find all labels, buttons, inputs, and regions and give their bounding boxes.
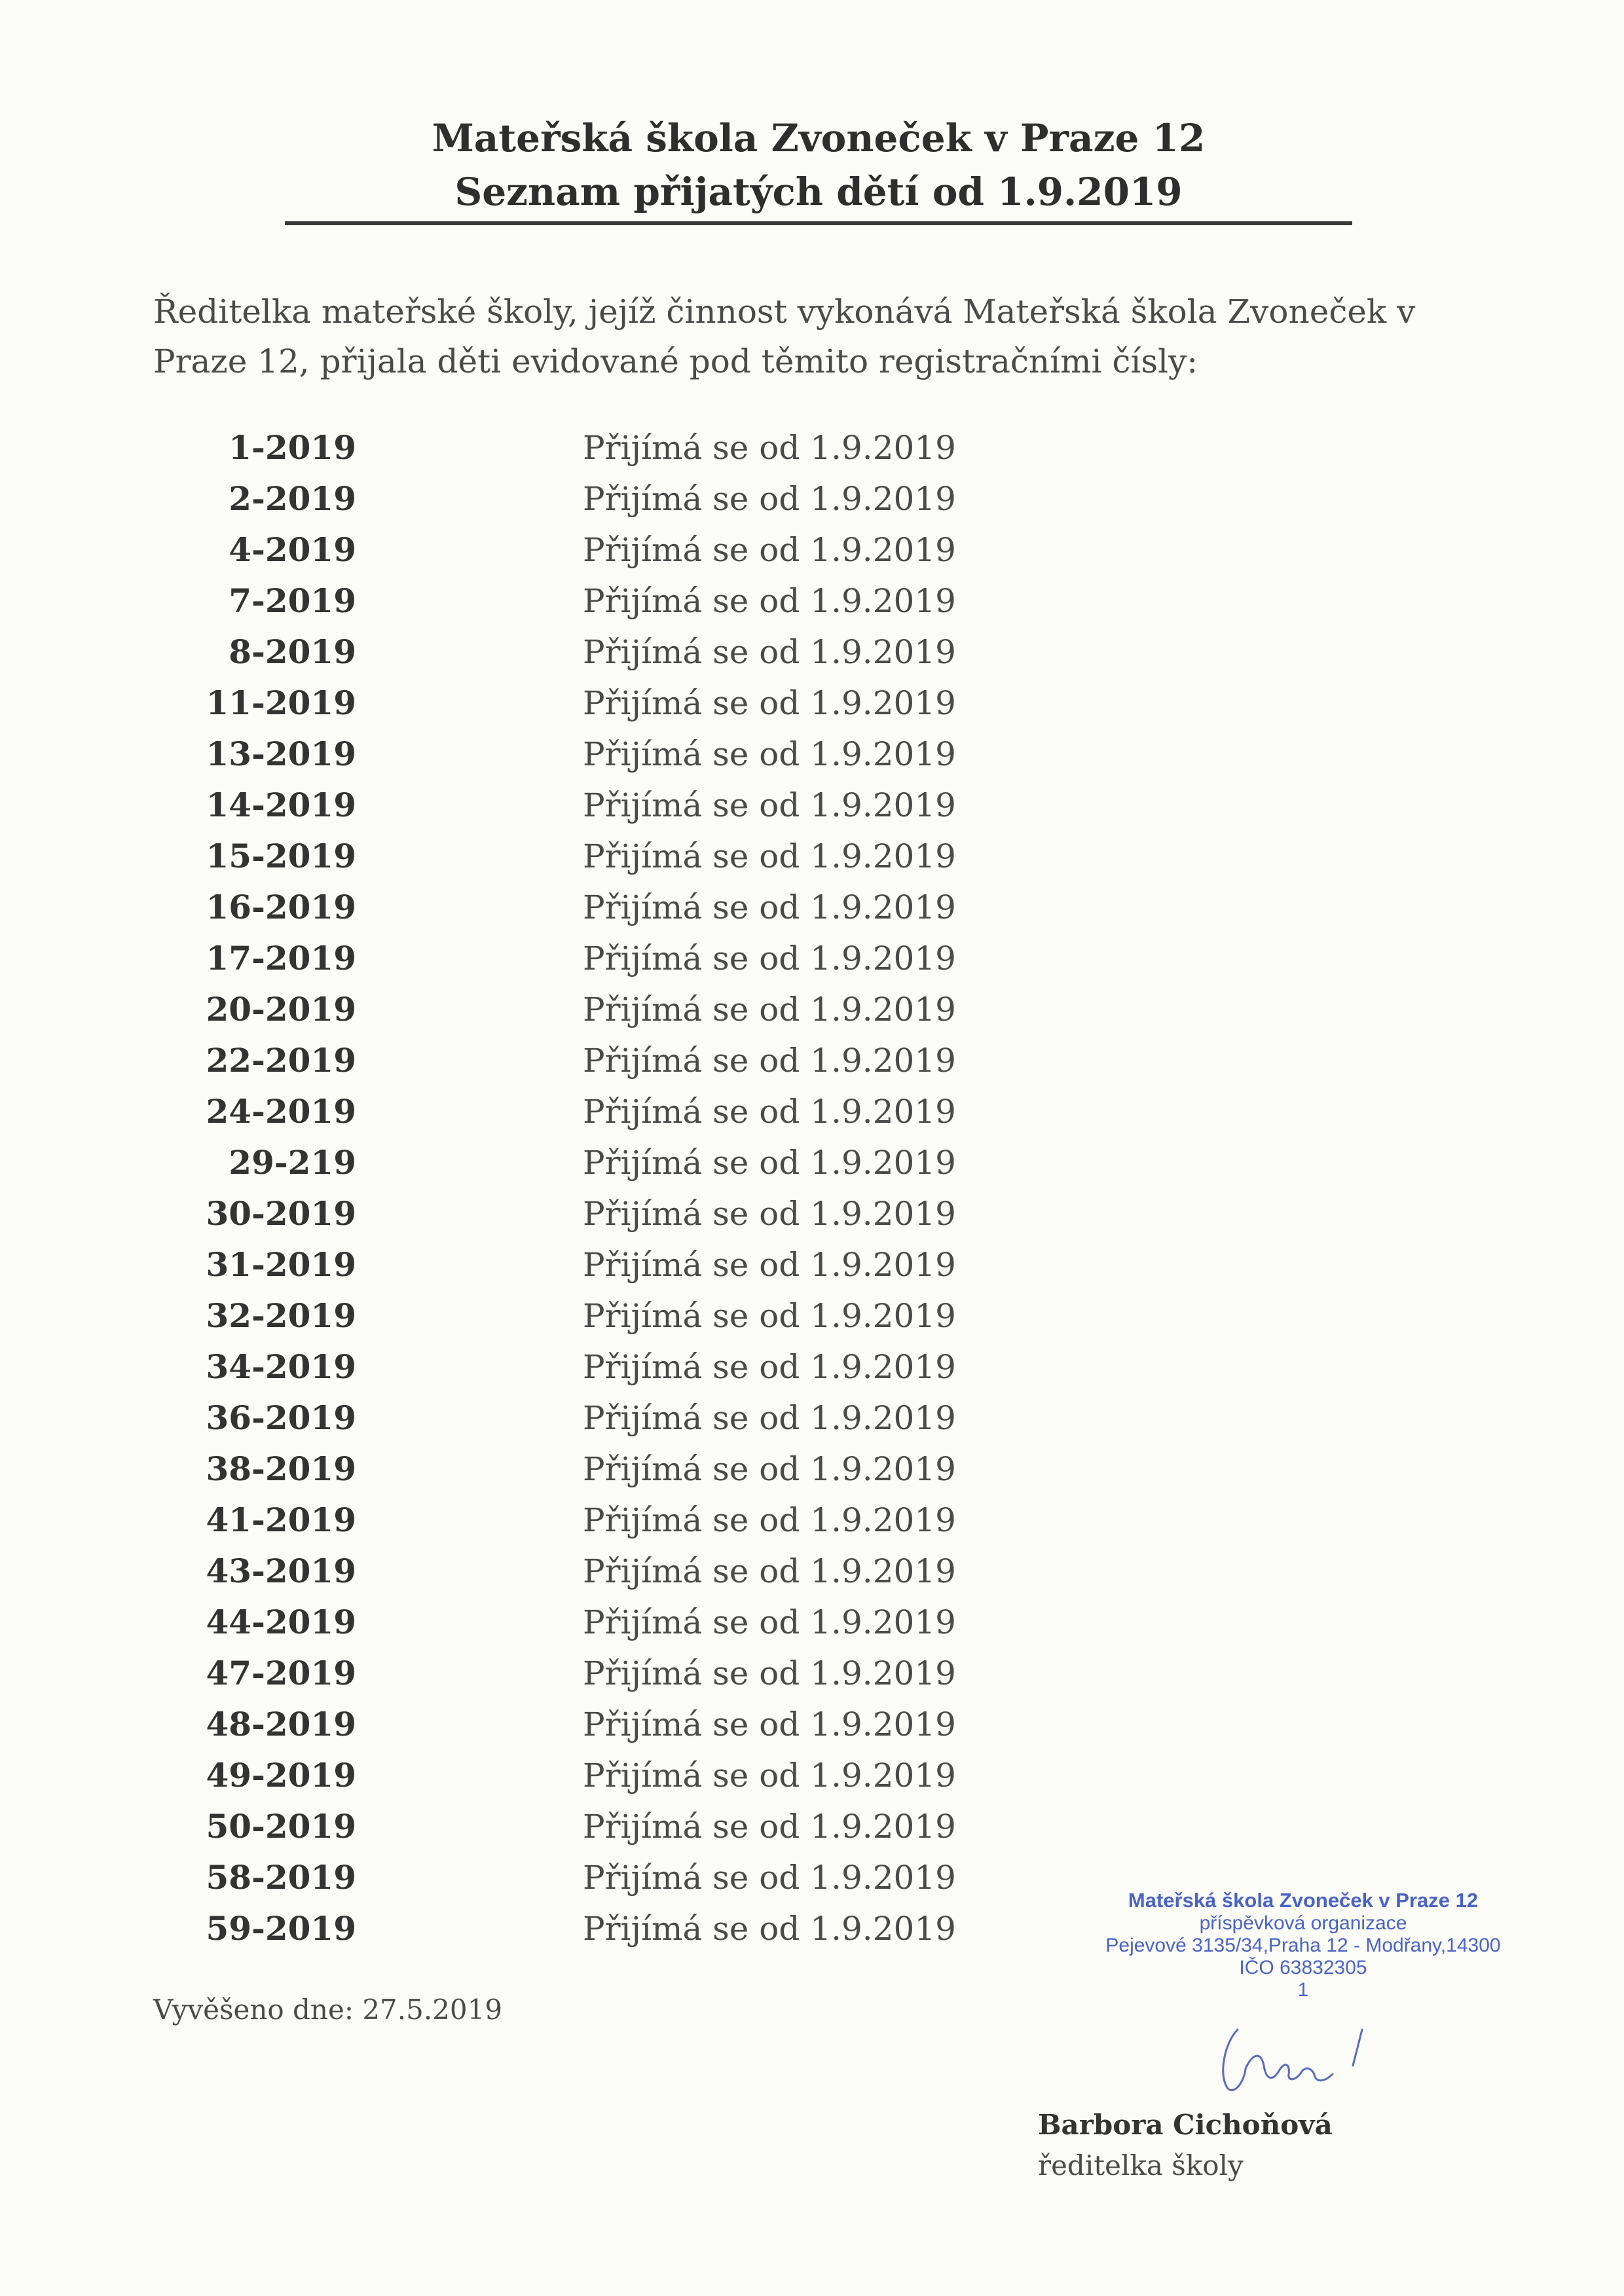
registration-number: 34-2019 <box>206 1347 356 1386</box>
admission-status: Přijímá se od 1.9.2019 <box>583 837 956 875</box>
registration-number: 43-2019 <box>206 1552 356 1590</box>
admission-status: Přijímá se od 1.9.2019 <box>583 1042 956 1080</box>
signatory-name: Barbora Cichoňová <box>1038 2109 1333 2141</box>
posted-date: Vyvěšeno dne: 27.5.2019 <box>153 1994 503 2026</box>
signatory-block <box>1038 2105 1333 2186</box>
admission-status: Přijímá se od 1.9.2019 <box>583 786 956 824</box>
admission-status: Přijímá se od 1.9.2019 <box>583 531 956 569</box>
signatory-role: ředitelka školy <box>1038 2149 1244 2181</box>
stamp-ico: IČO 63832305 <box>1239 1957 1367 1978</box>
admission-status: Přijímá se od 1.9.2019 <box>583 888 956 926</box>
list-title-heading: Seznam přijatých dětí od 1.9.2019 <box>454 170 1183 214</box>
registration-number: 38-2019 <box>206 1449 356 1488</box>
admission-status: Přijímá se od 1.9.2019 <box>583 1501 956 1539</box>
admission-status: Přijímá se od 1.9.2019 <box>583 1910 956 1948</box>
admission-status: Přijímá se od 1.9.2019 <box>583 991 956 1029</box>
admission-status: Přijímá se od 1.9.2019 <box>583 1348 956 1386</box>
registration-number: 29-219 <box>229 1143 356 1182</box>
admission-status: Přijímá se od 1.9.2019 <box>583 1195 956 1233</box>
registration-number: 50-2019 <box>206 1807 356 1846</box>
admission-status: Přijímá se od 1.9.2019 <box>583 582 956 620</box>
registration-number: 15-2019 <box>206 837 356 875</box>
admission-status: Přijímá se od 1.9.2019 <box>583 939 956 977</box>
admission-status: Přijímá se od 1.9.2019 <box>583 1093 956 1131</box>
admission-status: Přijímá se od 1.9.2019 <box>583 633 956 671</box>
admission-status: Přijímá se od 1.9.2019 <box>583 1757 956 1795</box>
admission-status: Přijímá se od 1.9.2019 <box>583 1399 956 1437</box>
registration-number: 11-2019 <box>206 683 356 722</box>
school-stamp <box>1074 1889 1532 2001</box>
registration-number: 20-2019 <box>206 990 356 1029</box>
registration-number: 8-2019 <box>229 632 356 671</box>
admission-status: Přijímá se od 1.9.2019 <box>583 1450 956 1488</box>
registration-number: 36-2019 <box>206 1398 356 1437</box>
registration-number: 7-2019 <box>229 581 356 620</box>
stamp-organization-type: příspěvková organizace <box>1199 1912 1407 1934</box>
admission-status: Přijímá se od 1.9.2019 <box>583 1552 956 1590</box>
registration-number: 44-2019 <box>206 1603 356 1641</box>
registration-number: 22-2019 <box>206 1041 356 1080</box>
registration-number: 13-2019 <box>206 735 356 773</box>
stamp-school-name: Mateřská škola Zvoneček v Praze 12 <box>1128 1889 1479 1912</box>
admission-status: Přijímá se od 1.9.2019 <box>583 735 956 773</box>
registration-number: 17-2019 <box>206 939 356 977</box>
admission-status: Přijímá se od 1.9.2019 <box>583 1705 956 1743</box>
admission-status: Přijímá se od 1.9.2019 <box>583 480 956 518</box>
registration-number: 14-2019 <box>206 786 356 824</box>
registration-number: 49-2019 <box>206 1756 356 1795</box>
registration-number: 58-2019 <box>206 1858 356 1897</box>
registration-number: 30-2019 <box>206 1194 356 1233</box>
school-name-heading: Mateřská škola Zvoneček v Praze 12 <box>432 116 1206 160</box>
intro-paragraph: Ředitelka mateřské školy, jejíž činnost vykonává Mateřská škola Zvoneček v Praze 12, přijala děti evidované pod těmito registračními čísly: <box>153 293 1416 380</box>
admission-status: Přijímá se od 1.9.2019 <box>583 1603 956 1641</box>
registration-number: 31-2019 <box>206 1245 356 1284</box>
registration-number: 1-2019 <box>229 428 356 467</box>
admission-status: Přijímá se od 1.9.2019 <box>583 1808 956 1846</box>
stamp-number: 1 <box>1297 1979 1309 2001</box>
registration-number: 47-2019 <box>206 1654 356 1692</box>
registration-number: 41-2019 <box>206 1501 356 1539</box>
registration-number: 59-2019 <box>206 1909 356 1948</box>
admission-status: Přijímá se od 1.9.2019 <box>583 1246 956 1284</box>
document-header <box>285 111 1352 219</box>
handwritten-signature <box>1198 2003 1408 2102</box>
admission-status: Přijímá se od 1.9.2019 <box>583 1654 956 1692</box>
header-divider <box>285 221 1352 225</box>
admission-status: Přijímá se od 1.9.2019 <box>583 1297 956 1335</box>
admission-status: Přijímá se od 1.9.2019 <box>583 429 956 467</box>
admission-status: Přijímá se od 1.9.2019 <box>583 1144 956 1182</box>
admission-status: Přijímá se od 1.9.2019 <box>583 1859 956 1897</box>
registration-number: 16-2019 <box>206 888 356 926</box>
registration-number: 48-2019 <box>206 1705 356 1743</box>
registration-number: 24-2019 <box>206 1092 356 1131</box>
stamp-address: Pejevové 3135/34,Praha 12 - Modřany,14300 <box>1105 1935 1501 1956</box>
admission-status: Přijímá se od 1.9.2019 <box>583 684 956 722</box>
registration-number: 4-2019 <box>229 530 356 569</box>
registration-number: 32-2019 <box>206 1296 356 1335</box>
registration-number: 2-2019 <box>229 479 356 518</box>
